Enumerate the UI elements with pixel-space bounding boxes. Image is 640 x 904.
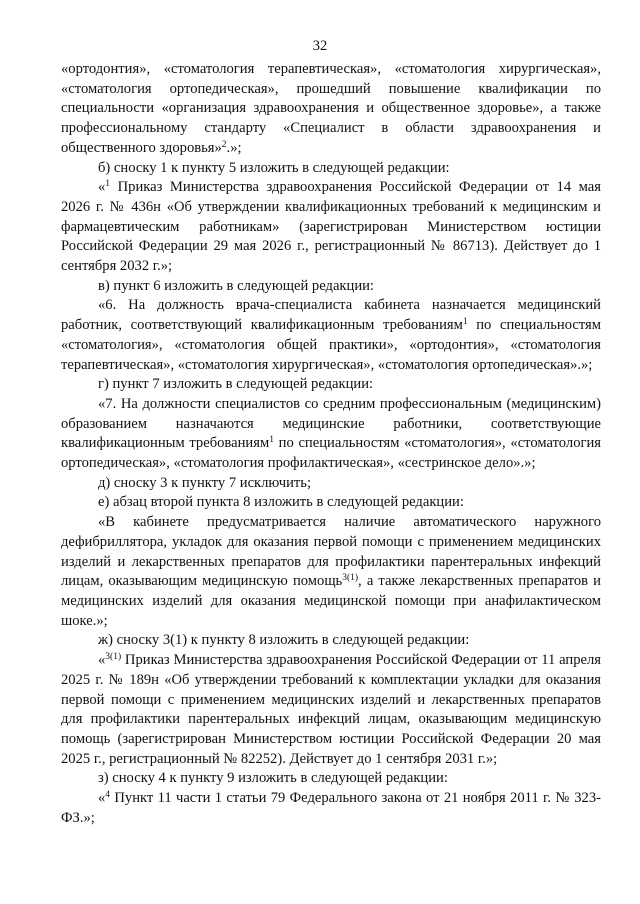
footnote-marker: 3(1)	[105, 652, 122, 663]
paragraph-text: «В кабинете предусматривается наличие автоматического наружного дефибриллятора, укладок для оказания первой помощи с применением медицинских изделий и лекарственных препаратов для профилактики парентеральных инфекций лицам, оказывающим медицинскую помощь	[61, 514, 601, 590]
paragraph-text: ж) сноску 3(1) к пункту 8 изложить в следующей редакции:	[98, 632, 470, 649]
paragraph-text: «ортодонтия», «стоматология терапевтическая», «стоматология хирургическая», «стоматология ортопедическая», прошедший повышение квалификации по специальности «организация здравоохранения и общественное здоровье», а также профессиональному стандарту «Специалист в области здравоохранения и общественного здоровья»	[61, 61, 601, 156]
paragraph-text: Пункт 11 части 1 статьи 79 Федерального закона от 21 ноября 2011 г. № 323-ФЗ.»;	[61, 790, 601, 826]
footnote-marker: 4	[105, 790, 111, 801]
footnote-marker: 1	[462, 317, 468, 328]
footnote-marker: 1	[269, 435, 274, 446]
paragraph	[61, 395, 601, 474]
paragraph-text: в) пункт 6 изложить в следующей редакции:	[98, 277, 374, 294]
paragraph-text: е) абзац второй пункта 8 изложить в следующей редакции:	[98, 494, 464, 511]
paragraph-text: г) пункт 7 изложить в следующей редакции:	[98, 376, 374, 393]
paragraph-text: «	[98, 790, 106, 807]
paragraph-text: Приказ Министерства здравоохранения Российской Федерации от 14 мая 2026 г. № 436н «Об утверждении квалификационных требований к медицинским и фармацевтическим работникам» (зарегистрирован Министерством юстиции Российской Федерации 29 мая 2026 г., регистрационный № 86713). Действует до 1 сентября 2032 г.»;	[61, 179, 601, 275]
paragraph	[61, 493, 601, 513]
paragraph	[61, 769, 601, 789]
paragraph-text: по специальностям «стоматология», «стоматология общей практики», «ортодонтия», «стоматология терапевтическая», «стоматология хирургическая», «стоматология ортопедическая».»;	[61, 317, 601, 373]
paragraph	[61, 296, 601, 375]
paragraph	[61, 375, 601, 395]
paragraph-text: Приказ Министерства здравоохранения Российской Федерации от 11 апреля 2025 г. № 189н «Об утверждении требований к комплектации укладки для оказания первой помощи с применением медицинских изделий и лекарственных препаратов для профилактики парентеральных инфекций лицам, оказывающим медицинскую помощь (зарегистрирован Министерством юстиции Российской Федерации 20 мая 2025 г., регистрационный № 82252). Действует до 1 сентября 2031 г.»;	[61, 652, 601, 767]
paragraph	[61, 178, 601, 277]
paragraph-text: «	[98, 179, 106, 196]
paragraph	[61, 474, 601, 494]
paragraph	[61, 789, 601, 828]
paragraph	[61, 277, 601, 297]
paragraph-text: б) сноску 1 к пункту 5 изложить в следующей редакции:	[98, 159, 450, 176]
paragraph-text: .»;	[226, 139, 242, 156]
paragraph-text: з) сноску 4 к пункту 9 изложить в следующей редакции:	[98, 770, 448, 787]
footnote-marker: 3(1)	[342, 573, 359, 584]
paragraph	[61, 631, 601, 651]
paragraph-text: по специальностям «стоматология», «стоматология ортопедическая», «стоматология профилактическая», «сестринское дело».»;	[61, 435, 601, 472]
footnote-marker: 1	[105, 179, 111, 190]
paragraph-text: , а также лекарственных препаратов и медицинских изделий для оказания медицинской помощи при анафилактическом шоке.»;	[61, 573, 601, 629]
paragraph-text: д) сноску 3 к пункту 7 исключить;	[98, 474, 312, 491]
page-number: 32	[312, 38, 328, 54]
paragraph-text: «6. На должность врача-специалиста кабинета назначается медицинский работник, соответствующий квалификационным требованиям	[61, 297, 601, 334]
paragraph	[61, 60, 601, 159]
paragraph	[61, 159, 601, 179]
paragraph	[61, 513, 601, 631]
footnote-marker: 2	[221, 139, 227, 150]
paragraph-text: «	[98, 652, 106, 669]
document-body	[61, 60, 601, 828]
paragraph	[61, 651, 601, 769]
paragraph-text: «7. На должности специалистов со средним профессиональным (медицинским) образованием назначаются медицинские работники, соответствующие квалификационным требованиям	[61, 395, 601, 452]
